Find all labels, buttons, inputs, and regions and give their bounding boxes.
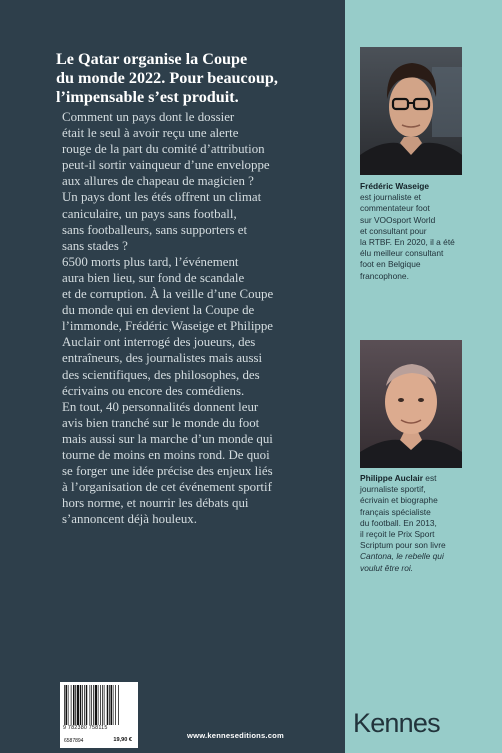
publisher-website: www.kenneseditions.com xyxy=(187,731,284,740)
bio-line: est journaliste et xyxy=(360,192,421,203)
bio-line: Cantona, le rebelle qui xyxy=(360,551,444,562)
author-name-auclair: Philippe Auclair xyxy=(360,473,423,483)
author-bio-waseige xyxy=(360,181,500,282)
bio-line: francophone. xyxy=(360,270,409,281)
bio-line: écrivain et biographe xyxy=(360,495,438,506)
price-area xyxy=(60,736,138,748)
author-photo-auclair xyxy=(360,340,462,468)
back-cover-text xyxy=(62,109,345,527)
bio-line: sur VOOsport World xyxy=(360,214,436,225)
barcode-bars xyxy=(64,685,134,725)
paragraph-1: Comment un pays dont le dossier était le seul à avoir reçu une alerte rouge de la part du comité d’attribution peut-il sortir vainqueur d’une enveloppe aux allures de chapeau de magicien ? Un pays dont les étés offrent un climat caniculaire, un pays sans football, sans footballeurs, sans supporters et sans stades ? xyxy=(62,110,270,253)
bio-line: il reçoit le Prix Sport xyxy=(360,529,435,540)
bio-line: voulut être roi. xyxy=(360,562,414,573)
headline: Le Qatar organise la Coupe du monde 2022. Pour beaucoup, l’impensable s’est produit. xyxy=(56,50,278,107)
product-code: 6587894 xyxy=(64,738,84,744)
bio-line: Scriptum pour son livre xyxy=(360,540,446,551)
bio-line: la RTBF. En 2020, il a été xyxy=(360,237,455,248)
bio-line: élu meilleur consultant xyxy=(360,248,444,259)
bio-line: français spécialiste xyxy=(360,506,431,517)
bio-line: foot en Belgique xyxy=(360,259,421,270)
paragraph-2: 6500 morts plus tard, l’événement aura bien lieu, sur fond de scandale et de corruption. À la veille d’une Coupe du monde qui en devient la Coupe de l’immonde, Frédéric Waseige et Philippe Auclair ont interrogé des joueurs, des entraîneurs, des journalistes mais aussi des scientifiques, des philosophes, des écrivains ou encore des comédiens. En tout, 40 personnalités donnent leur avis bien tranché sur le monde du foot mais aussi sur la marche d’un monde qui tourne de moins en moins rond. De quoi se forger une idée précise des enjeux liés à l’organisation de cet événement sportif hors norme, et nourrir les débats qui s’annoncent déjà houleux. xyxy=(62,254,274,527)
bio-line: est xyxy=(422,473,437,483)
author-bio-auclair xyxy=(360,473,500,574)
bio-line: et consultant pour xyxy=(360,225,427,236)
barcode xyxy=(60,682,138,740)
bio-line: journaliste sportif, xyxy=(360,484,426,495)
bio-line: du football. En 2013, xyxy=(360,517,437,528)
isbn-number: 9 782380 758115 xyxy=(63,725,108,731)
author-photo-waseige xyxy=(360,47,462,175)
bio-line: commentateur foot xyxy=(360,203,430,214)
price: 19,90 € xyxy=(113,737,132,743)
author-name-waseige: Frédéric Waseige xyxy=(360,181,430,191)
publisher-logo: Kennes xyxy=(353,708,440,738)
